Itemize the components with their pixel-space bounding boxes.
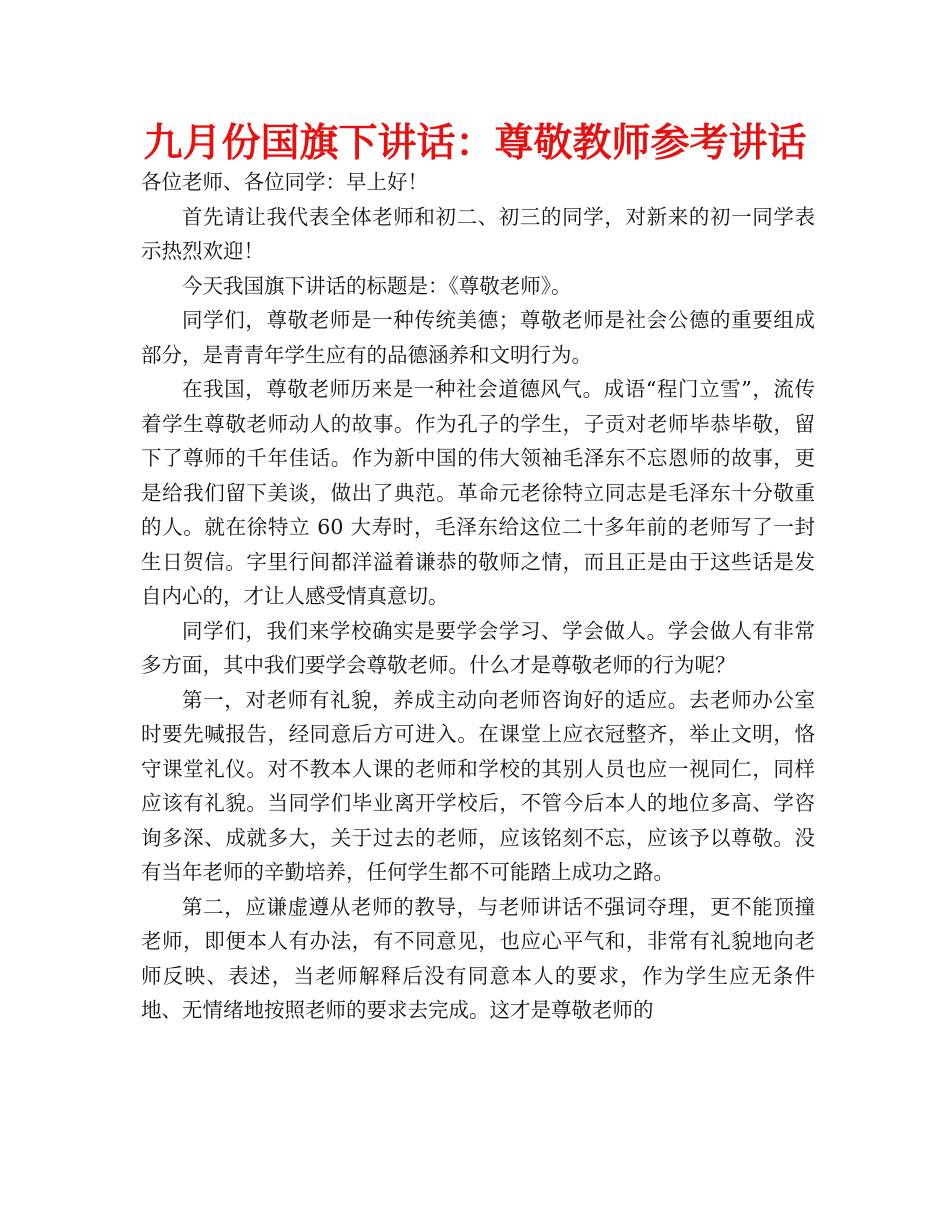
paragraph: 第二，应谦虚遵从老师的教导，与老师讲话不强词夺理，更不能顶撞老师，即便本人有办法，有不同意见，也应心平气和，非常有礼貌地向老师反映、表述，当老师解释后没有同意本人的要求，作为学生应无条件地、无情绪地按照老师的要求去完成。这才是尊敬老师的: [141, 894, 815, 1022]
paragraph: 首先请让我代表全体老师和初二、初三的同学，对新来的初一同学表示热烈欢迎！: [141, 204, 815, 263]
paragraph-greeting: 各位老师、各位同学：早上好！: [141, 170, 428, 194]
paragraph: 今天我国旗下讲话的标题是：《尊敬老师》。: [182, 273, 572, 298]
paragraph: 在我国，尊敬老师历来是一种社会道德风气。成语“程门立雪”，流传着学生尊敬老师动人的故事。作为孔子的学生，子贡对老师毕恭毕敬，留下了尊师的千年佳话。作为新中国的伟大领袖毛泽东不忘恩师的故事，更是给我们留下美谈，做出了典范。革命元老徐特立同志是毛泽东十分敬重的人。就在徐特立 60 大寿时，毛泽东给这位二十多年前的老师写了一封生日贺信。字里行间都洋溢着谦恭的敬师之情，而且正是由于这些话是发自内心的，才让人感受情真意切。: [141, 377, 815, 608]
paragraph: 第一，对老师有礼貌，养成主动向老师咨询好的适应。去老师办公室时要先喊报告，经同意后方可进入。在课堂上应衣冠整齐，举止文明，恪守课堂礼仪。对不教本人课的老师和学校的其别人员也应一视同仁，同样应该有礼貌。当同学们毕业离开学校后，不管今后本人的地位多高、学咨询多深、成就多大，关于过去的老师，应该铭刻不忘，应该予以尊敬。没有当年老师的辛勤培养，任何学生都不可能踏上成功之路。: [141, 687, 815, 884]
document-title: 九月份国旗下讲话：尊敬教师参考讲话: [143, 121, 807, 166]
paragraph: 同学们，我们来学校确实是要学会学习、学会做人。学会做人有非常多方面，其中我们要学会尊敬老师。什么才是尊敬老师的行为呢？: [141, 618, 815, 677]
paragraph: 同学们，尊敬老师是一种传统美德；尊敬老师是社会公德的重要组成部分，是青青年学生应有的品德涵养和文明行为。: [141, 308, 815, 367]
document-body: [141, 165, 815, 1028]
